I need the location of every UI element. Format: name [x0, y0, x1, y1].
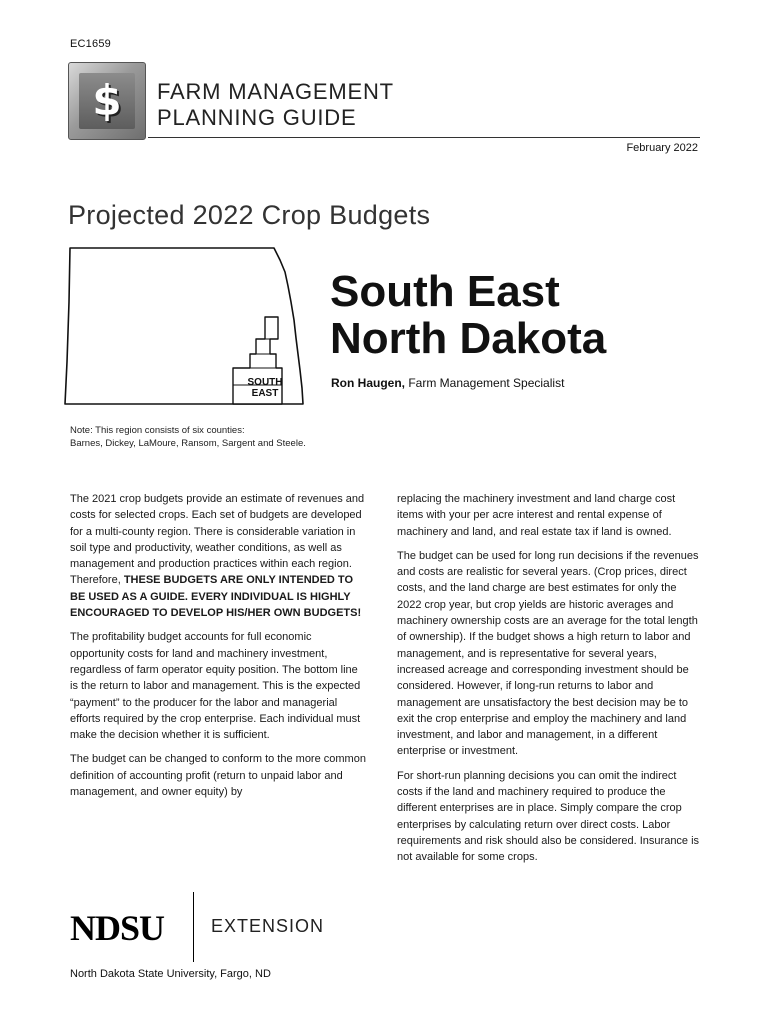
author-role: Farm Management Specialist — [405, 376, 565, 390]
note-line2: Barnes, Dickey, LaMoure, Ransom, Sargent and Steele. — [70, 438, 306, 449]
left-paragraph-3: The budget can be changed to conform to the more common definition of accounting profit (return to unpaid labor and management, and owner equity) by — [70, 753, 366, 799]
dollar-logo-inner — [79, 73, 135, 129]
university-name: North Dakota State University, Fargo, ND — [70, 968, 271, 980]
right-paragraph-3: For short-run planning decisions you can omit the indirect costs if the land and machinery required to produce the different enterprises are in place. Simply compare the crop enterprises by calculating return over direct costs. Labor requirements and risk should also be considered. Insurance is not available for some crops. — [397, 769, 700, 864]
guide-title-line2: PLANNING GUIDE — [157, 105, 357, 130]
left-column — [70, 491, 366, 808]
author-credit — [331, 376, 564, 390]
north-dakota-map — [60, 242, 330, 412]
right-column — [397, 491, 701, 874]
document-code: EC1659 — [70, 38, 111, 50]
author-name: Ron Haugen, — [331, 376, 405, 390]
left-paragraph-1-text: The 2021 crop budgets provide an estimate of revenues and costs for selected crops. Each set of budgets are developed for a multi-county region. There is considerable variation in soil type and productivity, weather conditions, as well as management and production practices within each region. Therefore, — [70, 493, 365, 587]
note-line1: Note: This region consists of six counties: — [70, 425, 245, 436]
ndsu-logo: NDSU — [70, 908, 165, 948]
right-paragraph-2: The budget can be used for long run decisions if the revenues and costs are realistic for several years. (Crop prices, direct costs, and the land charge are best estimates for only the 2022 crop year, but crop yields are historic averages and machinery ownership costs are an average for the total length of ownership). If the budget shows a high return to labor and management, and is representative for several years, increased acreage and corresponding investment should be considered. However, if long-run returns to labor and management are unsatisfactory the best decision may be to exit the crop enterprise and employ the machinery and land investment, and labor and management, in a different enterprise or investment. — [397, 549, 699, 758]
guide-warning: THESE BUDGETS ARE ONLY INTENDED TO BE USED AS A GUIDE. EVERY INDIVIDUAL IS HIGHLY ENCOURAGED TO DEVELOP HIS/HER OWN BUDGETS! — [70, 574, 362, 620]
dollar-glyph: $ — [92, 76, 122, 125]
right-paragraph-1: replacing the machinery investment and land charge cost items with your per acre interest and rental expense of machinery and land, and real estate tax if land is owned. — [397, 493, 676, 538]
document-title: Projected 2022 Crop Budgets — [68, 200, 431, 230]
publication-date: February 2022 — [626, 142, 698, 154]
map-label-east: EAST — [251, 388, 279, 399]
guide-title — [157, 79, 394, 131]
region-title-line2: North Dakota — [330, 314, 607, 363]
extension-logo-text: EXTENSION — [211, 916, 325, 936]
region-title — [330, 268, 606, 362]
header-rule — [148, 137, 700, 138]
map-label-south: SOUTH — [247, 377, 283, 388]
left-paragraph-2: The profitability budget accounts for full economic opportunity costs for land and machinery investment, regardless of farm operator equity position. The bottom line is the return to labor and management. This is the expected “payment” to the producer for the labor and managerial efforts required by the crop enterprise. Each individual must make the decision whether it is sufficient. — [70, 631, 361, 742]
logo-divider — [193, 892, 194, 962]
dollar-logo-icon — [68, 62, 146, 140]
region-title-line1: South East — [330, 267, 560, 316]
region-note — [70, 424, 306, 450]
left-paragraph-1 — [70, 491, 366, 621]
guide-title-line1: FARM MANAGEMENT — [157, 79, 394, 104]
